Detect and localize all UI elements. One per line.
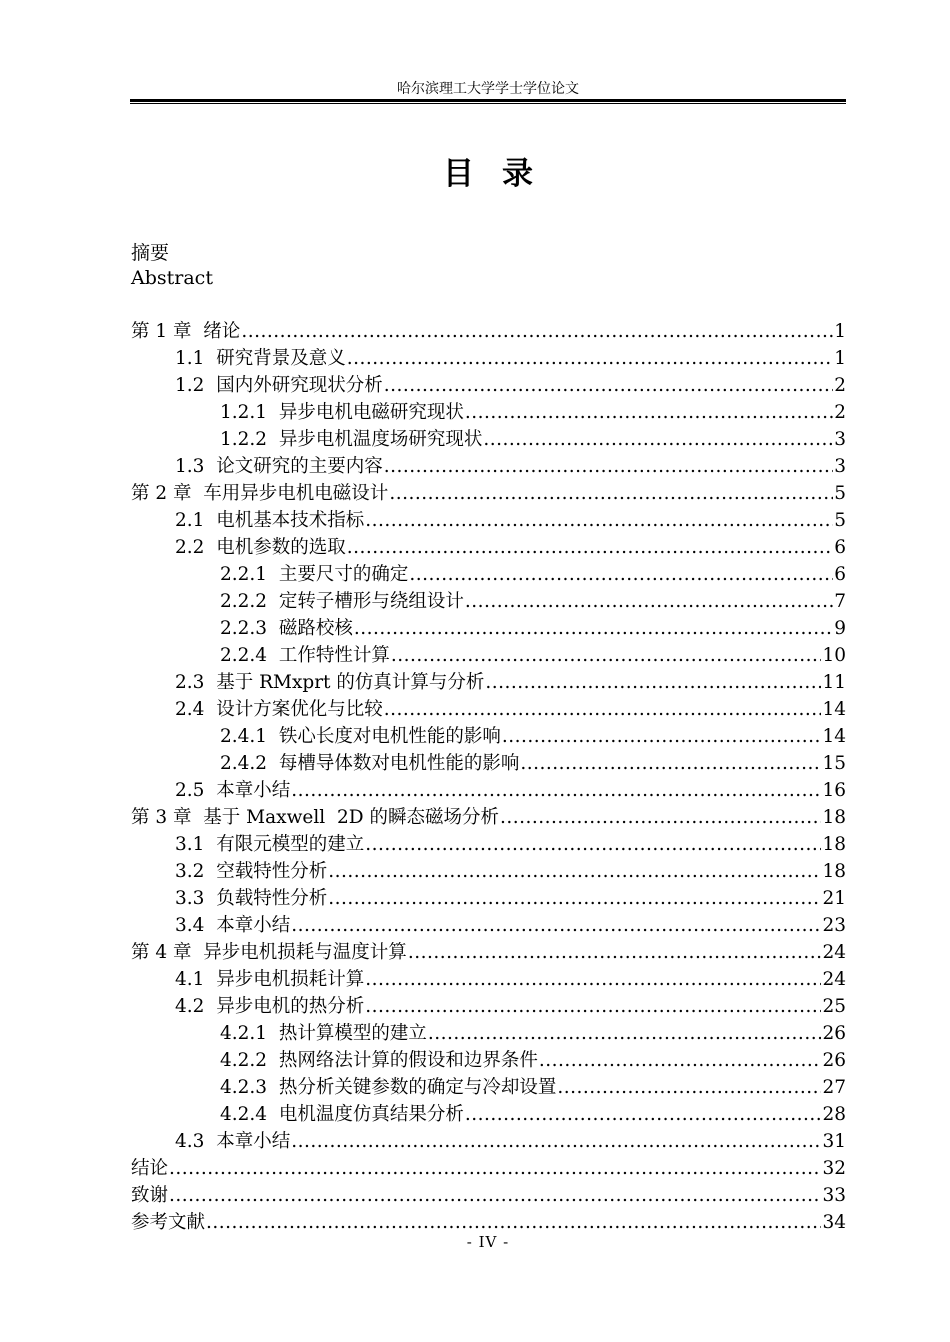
- toc-entry-title: 电机参数的选取: [216, 537, 346, 558]
- toc-entry-page: 6: [834, 537, 846, 558]
- toc-entry-page: 27: [822, 1077, 846, 1098]
- toc-entry-title: 空载特性分析: [216, 861, 328, 882]
- toc-entry-page: 33: [822, 1185, 846, 1206]
- toc-entry-title: 工作特性计算: [278, 645, 390, 666]
- toc-entry[interactable]: [131, 588, 846, 615]
- toc-entry-page: 2: [834, 402, 846, 423]
- toc-entry[interactable]: [131, 453, 846, 480]
- toc-entry-number: 第 4 章: [131, 942, 204, 963]
- toc-entry-page: 5: [834, 510, 846, 531]
- toc-entry[interactable]: [131, 723, 846, 750]
- toc-entry-number: 4.3: [175, 1131, 217, 1152]
- toc-entry-title: 本章小结: [216, 915, 291, 936]
- toc-entry-title: 异步电机损耗与温度计算: [203, 942, 407, 963]
- toc-entry-page: 11: [822, 672, 846, 693]
- toc-entry-title: 致谢: [131, 1185, 169, 1206]
- toc-dot-leader: [365, 966, 821, 993]
- toc-dot-leader: [291, 777, 821, 804]
- toc-entry[interactable]: [131, 750, 846, 777]
- toc-entry[interactable]: [131, 939, 846, 966]
- toc-entry-page: 23: [822, 915, 846, 936]
- toc-entry-number: 2.4: [175, 699, 217, 720]
- toc-entry-title: 定转子槽形与绕组设计: [278, 591, 464, 612]
- toc-entry-number: 3.2: [175, 861, 217, 882]
- toc-dot-leader: [365, 507, 833, 534]
- toc-entry-title: 电机基本技术指标: [216, 510, 365, 531]
- toc-entry-page: 1: [834, 321, 846, 342]
- toc-entry-number: 第 1 章: [131, 321, 204, 342]
- toc-entry-title: 磁路校核: [278, 618, 353, 639]
- toc-entry[interactable]: [131, 858, 846, 885]
- page-number: - IV -: [466, 1233, 510, 1251]
- toc-entry-title: 异步电机的热分析: [216, 996, 365, 1017]
- toc-entry[interactable]: [131, 1047, 846, 1074]
- toc-entry[interactable]: [131, 615, 846, 642]
- toc-entry-number: 4.1: [175, 969, 217, 990]
- toc-entry-page: 10: [822, 645, 846, 666]
- toc-entry[interactable]: [131, 804, 846, 831]
- running-header: 哈尔滨理工大学学士学位论文: [397, 81, 579, 97]
- toc-entry-title: 负载特性分析: [216, 888, 328, 909]
- toc-entry[interactable]: [131, 1128, 846, 1155]
- toc-dot-leader: [365, 831, 821, 858]
- toc-entry-title: 热分析关键参数的确定与冷却设置: [278, 1077, 557, 1098]
- toc-dot-leader: [465, 588, 833, 615]
- toc-entry[interactable]: [131, 480, 846, 507]
- toc-entry[interactable]: [131, 912, 846, 939]
- toc-entry-page: 26: [822, 1023, 846, 1044]
- toc-entry-number: 4.2.3: [220, 1077, 279, 1098]
- toc-entry-number: 2.4.1: [220, 726, 279, 747]
- toc-entry-page: 14: [822, 699, 846, 720]
- toc-entry-title: 每槽导体数对电机性能的影响: [278, 753, 520, 774]
- toc-entry-page: 5: [834, 483, 846, 504]
- toc-entry[interactable]: [131, 831, 846, 858]
- toc-entry-page: 6: [834, 564, 846, 585]
- toc-entry-page: 3: [834, 429, 846, 450]
- toc-dot-leader: [169, 1155, 821, 1182]
- toc-entry-number: 4.2: [175, 996, 217, 1017]
- toc-dot-leader: [384, 372, 834, 399]
- toc-dot-leader: [428, 1020, 822, 1047]
- toc-entry[interactable]: [131, 1182, 846, 1209]
- table-of-contents: [131, 318, 846, 1236]
- toc-dot-leader: [169, 1182, 821, 1209]
- toc-entry-title: 论文研究的主要内容: [216, 456, 383, 477]
- toc-entry-title: 异步电机电磁研究现状: [278, 402, 464, 423]
- toc-dot-leader: [465, 1101, 822, 1128]
- toc-entry[interactable]: [131, 426, 846, 453]
- toc-entry-number: 2.2: [175, 537, 217, 558]
- toc-entry[interactable]: [131, 1101, 846, 1128]
- toc-entry-number: 2.2.4: [220, 645, 279, 666]
- toc-entry-number: 2.5: [175, 780, 217, 801]
- toc-entry-number: 3.3: [175, 888, 217, 909]
- toc-entry-title: 铁心长度对电机性能的影响: [278, 726, 501, 747]
- toc-dot-leader: [291, 1128, 821, 1155]
- toc-entry-page: 24: [822, 969, 846, 990]
- toc-entry-page: 2: [834, 375, 846, 396]
- toc-dot-leader: [500, 804, 822, 831]
- toc-dot-leader: [408, 939, 822, 966]
- toc-entry-page: 14: [822, 726, 846, 747]
- toc-entry[interactable]: [131, 399, 846, 426]
- toc-dot-leader: [409, 561, 833, 588]
- header-rule: [130, 99, 846, 105]
- toc-entry-number: 1.2: [175, 375, 217, 396]
- toc-dot-leader: [391, 642, 822, 669]
- toc-entry[interactable]: [131, 642, 846, 669]
- toc-entry-title: 结论: [131, 1158, 169, 1179]
- toc-entry-title: 热网络法计算的假设和边界条件: [278, 1050, 538, 1071]
- header-rule-thin: [130, 103, 846, 104]
- toc-dot-leader: [465, 399, 833, 426]
- toc-dot-leader: [557, 1074, 821, 1101]
- toc-entry[interactable]: [131, 696, 846, 723]
- toc-entry[interactable]: [131, 507, 846, 534]
- toc-entry-title: 车用异步电机电磁设计: [203, 483, 389, 504]
- toc-entry-page: 18: [822, 861, 846, 882]
- toc-entry-page: 3: [834, 456, 846, 477]
- toc-dot-leader: [520, 750, 821, 777]
- toc-entry[interactable]: [131, 966, 846, 993]
- toc-entry-number: 3.4: [175, 915, 217, 936]
- toc-dot-leader: [328, 885, 821, 912]
- toc-dot-leader: [347, 345, 834, 372]
- toc-entry-page: 34: [822, 1212, 846, 1233]
- toc-entry-page: 31: [822, 1131, 846, 1152]
- toc-dot-leader: [389, 480, 833, 507]
- toc-entry-title: 基于 RMxprt 的仿真计算与分析: [216, 672, 485, 693]
- toc-entry-number: 1.3: [175, 456, 217, 477]
- toc-entry-title: 研究背景及意义: [216, 348, 346, 369]
- toc-entry-number: 2.3: [175, 672, 217, 693]
- toc-entry[interactable]: [131, 318, 846, 345]
- toc-entry-number: 4.2.2: [220, 1050, 279, 1071]
- toc-entry-title: 异步电机损耗计算: [216, 969, 365, 990]
- toc-entry[interactable]: [131, 777, 846, 804]
- toc-entry-number: 2.1: [175, 510, 217, 531]
- toc-entry[interactable]: [131, 993, 846, 1020]
- toc-entry-number: 2.4.2: [220, 753, 279, 774]
- toc-entry-number: 1.2.2: [220, 429, 279, 450]
- toc-entry-title: 基于 Maxwell 2D 的瞬态磁场分析: [203, 807, 499, 828]
- toc-entry-number: 2.2.3: [220, 618, 279, 639]
- toc-entry-page: 1: [834, 348, 846, 369]
- toc-entry-title: 主要尺寸的确定: [278, 564, 409, 585]
- toc-entry-number: 第 3 章: [131, 807, 204, 828]
- toc-entry[interactable]: [131, 1074, 846, 1101]
- toc-entry[interactable]: [131, 669, 846, 696]
- toc-entry-page: 9: [834, 618, 846, 639]
- toc-dot-leader: [502, 723, 822, 750]
- toc-entry-number: 第 2 章: [131, 483, 204, 504]
- toc-entry-title: 国内外研究现状分析: [216, 375, 383, 396]
- toc-entry-number: 4.2.1: [220, 1023, 279, 1044]
- toc-entry[interactable]: [131, 534, 846, 561]
- toc-entry-page: 25: [822, 996, 846, 1017]
- toc-dot-leader: [354, 615, 833, 642]
- toc-entry[interactable]: [131, 885, 846, 912]
- toc-entry-page: 15: [822, 753, 846, 774]
- toc-entry-title: 异步电机温度场研究现状: [278, 429, 483, 450]
- toc-entry-page: 32: [822, 1158, 846, 1179]
- toc-dot-leader: [241, 318, 833, 345]
- toc-entry-title: 本章小结: [216, 1131, 291, 1152]
- toc-entry-number: 1.1: [175, 348, 217, 369]
- abstract-en-entry[interactable]: Abstract: [131, 267, 213, 289]
- toc-dot-leader: [485, 669, 821, 696]
- toc-entry-page: 21: [822, 888, 846, 909]
- toc-entry-title: 热计算模型的建立: [278, 1023, 427, 1044]
- toc-dot-leader: [206, 1209, 821, 1236]
- toc-entry-title: 参考文献: [131, 1212, 206, 1233]
- toc-entry[interactable]: [131, 1155, 846, 1182]
- toc-entry-number: 2.2.1: [220, 564, 279, 585]
- toc-entry-title: 设计方案优化与比较: [216, 699, 383, 720]
- toc-dot-leader: [539, 1047, 822, 1074]
- toc-dot-leader: [328, 858, 821, 885]
- toc-entry-page: 18: [822, 834, 846, 855]
- toc-entry-title: 绪论: [203, 321, 241, 342]
- toc-dot-leader: [384, 453, 834, 480]
- toc-dot-leader: [291, 912, 821, 939]
- toc-entry-title: 有限元模型的建立: [216, 834, 365, 855]
- toc-entry[interactable]: [131, 1020, 846, 1047]
- toc-entry-number: 2.2.2: [220, 591, 279, 612]
- toc-dot-leader: [483, 426, 833, 453]
- toc-entry-page: 24: [822, 942, 846, 963]
- toc-entry-page: 28: [822, 1104, 846, 1125]
- toc-entry[interactable]: [131, 561, 846, 588]
- toc-dot-leader: [347, 534, 834, 561]
- toc-entry-title: 电机温度仿真结果分析: [278, 1104, 464, 1125]
- toc-entry-number: 4.2.4: [220, 1104, 279, 1125]
- toc-entry-page: 26: [822, 1050, 846, 1071]
- toc-entry-number: 1.2.1: [220, 402, 279, 423]
- page-title: 目录: [443, 156, 561, 192]
- toc-entry[interactable]: [131, 345, 846, 372]
- toc-entry[interactable]: [131, 1209, 846, 1236]
- toc-entry-page: 18: [822, 807, 846, 828]
- toc-entry-title: 本章小结: [216, 780, 291, 801]
- toc-entry-page: 16: [822, 780, 846, 801]
- toc-entry[interactable]: [131, 372, 846, 399]
- abstract-cn-entry[interactable]: 摘要: [131, 242, 170, 264]
- toc-entry-page: 7: [834, 591, 846, 612]
- toc-entry-number: 3.1: [175, 834, 217, 855]
- header-rule-thick: [130, 99, 846, 102]
- toc-dot-leader: [365, 993, 821, 1020]
- toc-dot-leader: [384, 696, 822, 723]
